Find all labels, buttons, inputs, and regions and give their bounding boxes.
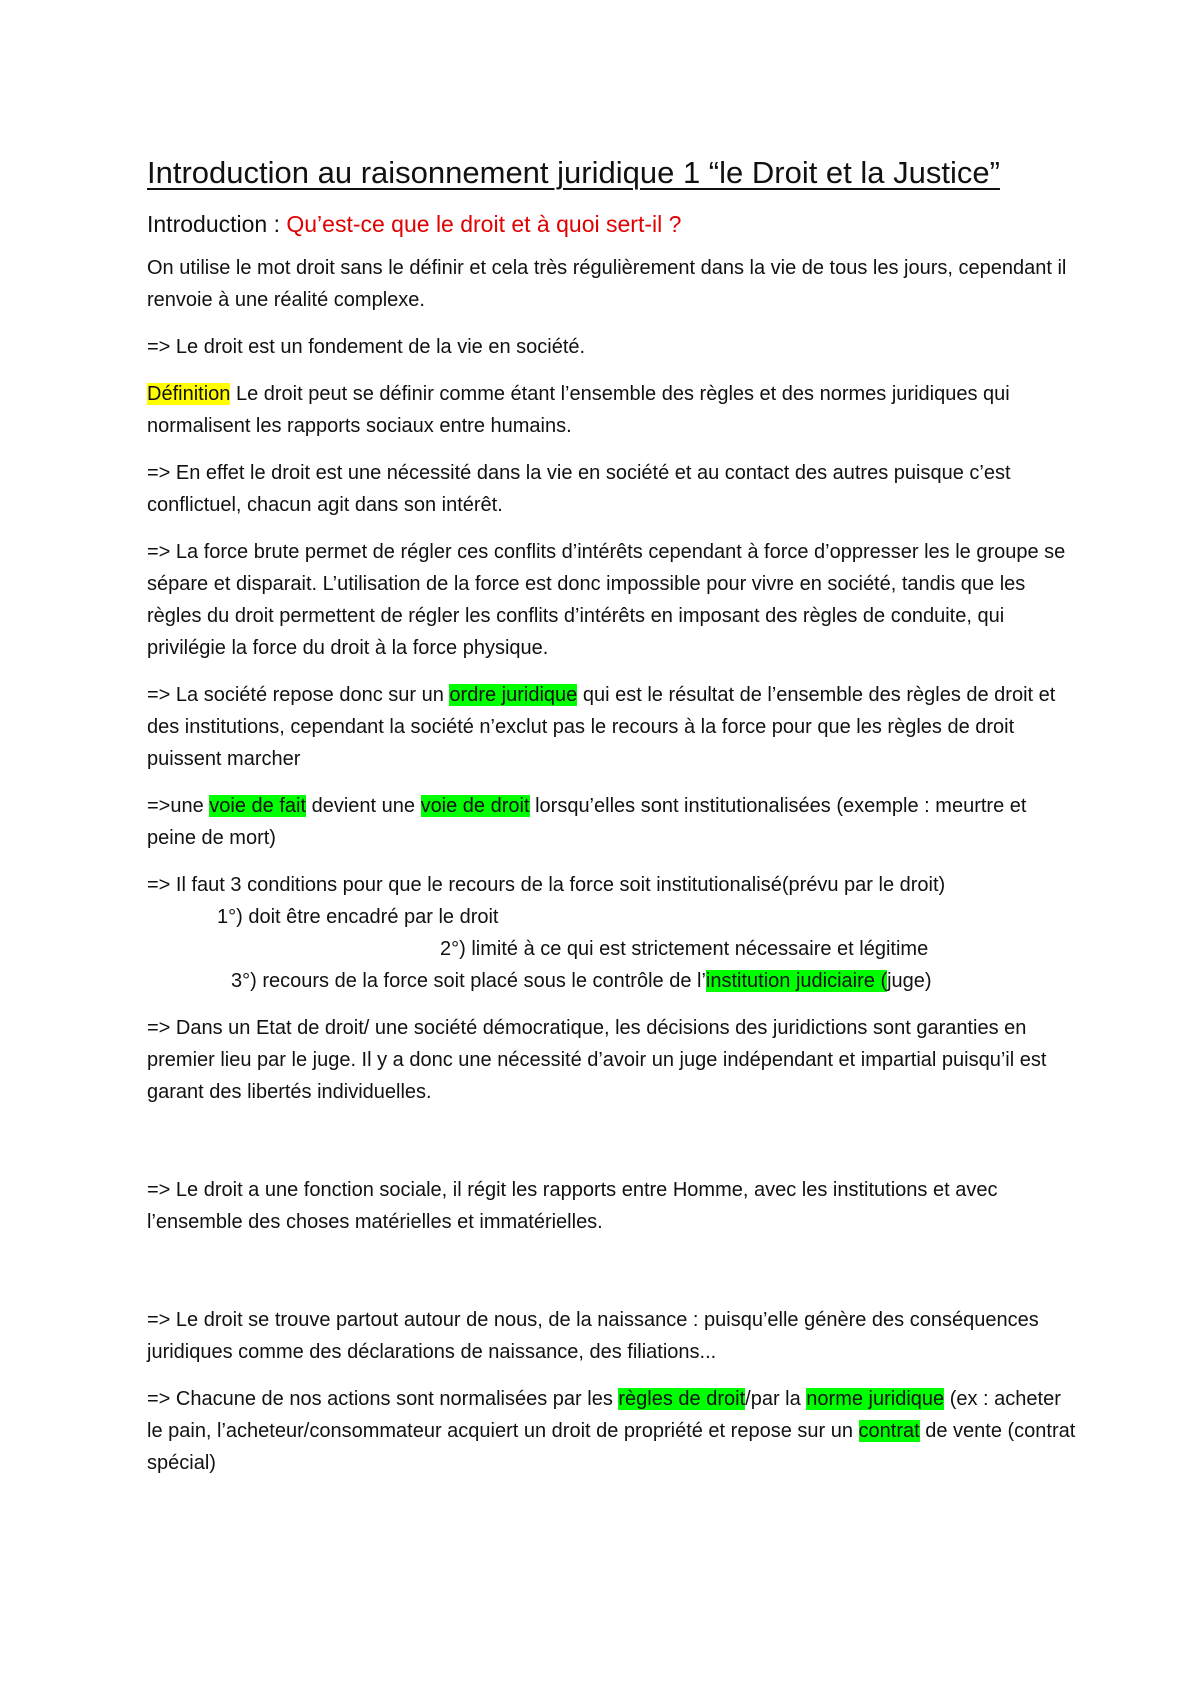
paragraph-1: On utilise le mot droit sans le définir et cela très régulièrement dans la vie de tous les jours, cependant il renvoie à une réalité complexe. xyxy=(147,257,1067,311)
paragraph-9: => Dans un Etat de droit/ une société démocratique, les décisions des juridictions sont garanties en premier lieu par le juge. Il y a donc une nécessité d’avoir un juge indépendant et impartial puisqu’il est garant des libertés individuelles. xyxy=(147,1017,1047,1103)
paragraph-11: => Le droit se trouve partout autour de nous, de la naissance : puisqu’elle génère des conséquences juridiques comme des déclarations de naissance, des filiations... xyxy=(147,1309,1039,1363)
paragraph-4: => En effet le droit est une nécessité dans la vie en société et au contact des autres puisque c’est conflictuel, chacun agit dans son intérêt. xyxy=(147,462,1011,516)
ordre-juridique-highlight: ordre juridique xyxy=(449,684,578,706)
p6-before: => La société repose donc sur un xyxy=(147,684,450,706)
contrat-highlight: contrat xyxy=(858,1420,920,1442)
paragraph-2: => Le droit est un fondement de la vie en société. xyxy=(147,336,586,358)
paragraph-5: => La force brute permet de régler ces conflits d’intérêts cependant à force d’oppresser les le groupe se sépare et disparait. L’utilisation de la force est donc impossible pour vivre en société, tandis que les règles du droit permettent de régler les conflits d’intérêts en imposant des règles de conduite, qui privilégie la force du droit à la force physique. xyxy=(147,541,1066,659)
paragraph-6 xyxy=(147,679,1080,775)
p7-middle: devient une xyxy=(306,795,421,817)
definition-text: Le droit peut se définir comme étant l’ensemble des règles et des normes juridiques qui normalisent les rapports sociaux entre humains. xyxy=(147,383,1010,437)
condition-3-after: juge) xyxy=(887,970,932,992)
intro-label: Introduction : xyxy=(147,211,287,237)
voie-de-fait-highlight: voie de fait xyxy=(209,795,307,817)
conditions-lead: => Il faut 3 conditions pour que le recours de la force soit institutionalisé(prévu par le droit) xyxy=(147,874,946,896)
norme-juridique-highlight: norme juridique xyxy=(806,1388,945,1410)
document-title: Introduction au raisonnement juridique 1 “le Droit et la Justice” xyxy=(147,155,1000,190)
institution-judiciaire-highlight: institution judiciaire ( xyxy=(705,970,888,992)
blank-spacer xyxy=(147,1253,1080,1304)
paragraph-12 xyxy=(147,1383,1080,1479)
p7-before: =>une xyxy=(147,795,210,817)
condition-1: 1°) doit être encadré par le droit xyxy=(217,906,499,928)
p12-middle: /par la xyxy=(745,1388,807,1410)
intro-question: Qu’est-ce que le droit et à quoi sert-il ? xyxy=(286,211,682,237)
intro-heading xyxy=(147,208,1080,240)
blank-spacer xyxy=(147,1123,1080,1174)
definition-highlight: Définition xyxy=(147,383,231,405)
paragraph-definition xyxy=(147,378,1080,442)
condition-3-before: 3°) recours de la force soit placé sous le contrôle de l’ xyxy=(231,970,706,992)
paragraph-7 xyxy=(147,790,1080,854)
p12-before: => Chacune de nos actions sont normalisées par les xyxy=(147,1388,619,1410)
voie-de-droit-highlight: voie de droit xyxy=(420,795,530,817)
paragraph-10: => Le droit a une fonction sociale, il régit les rapports entre Homme, avec les institutions et avec l’ensemble des choses matérielles et immatérielles. xyxy=(147,1179,998,1233)
p6-after: qui est le résultat de l’ensemble des règles de droit et des institutions, cependant la société n’exclut pas le recours à la force pour que les règles de droit puissent marcher xyxy=(147,684,1056,770)
condition-3 xyxy=(147,965,1080,997)
p7-after: lorsqu’elles sont institutionalisées (exemple : meurtre et peine de mort) xyxy=(147,795,1027,849)
condition-2: 2°) limité à ce qui est strictement nécessaire et légitime xyxy=(440,938,929,960)
p12-middle2: (ex : acheter le pain, l’acheteur/consommateur acquiert un droit de propriété et repose sur un xyxy=(147,1388,1061,1442)
conditions-block xyxy=(147,869,1080,997)
p12-after: de vente (contrat spécial) xyxy=(147,1420,1076,1474)
regles-de-droit-highlight: règles de droit xyxy=(618,1388,746,1410)
